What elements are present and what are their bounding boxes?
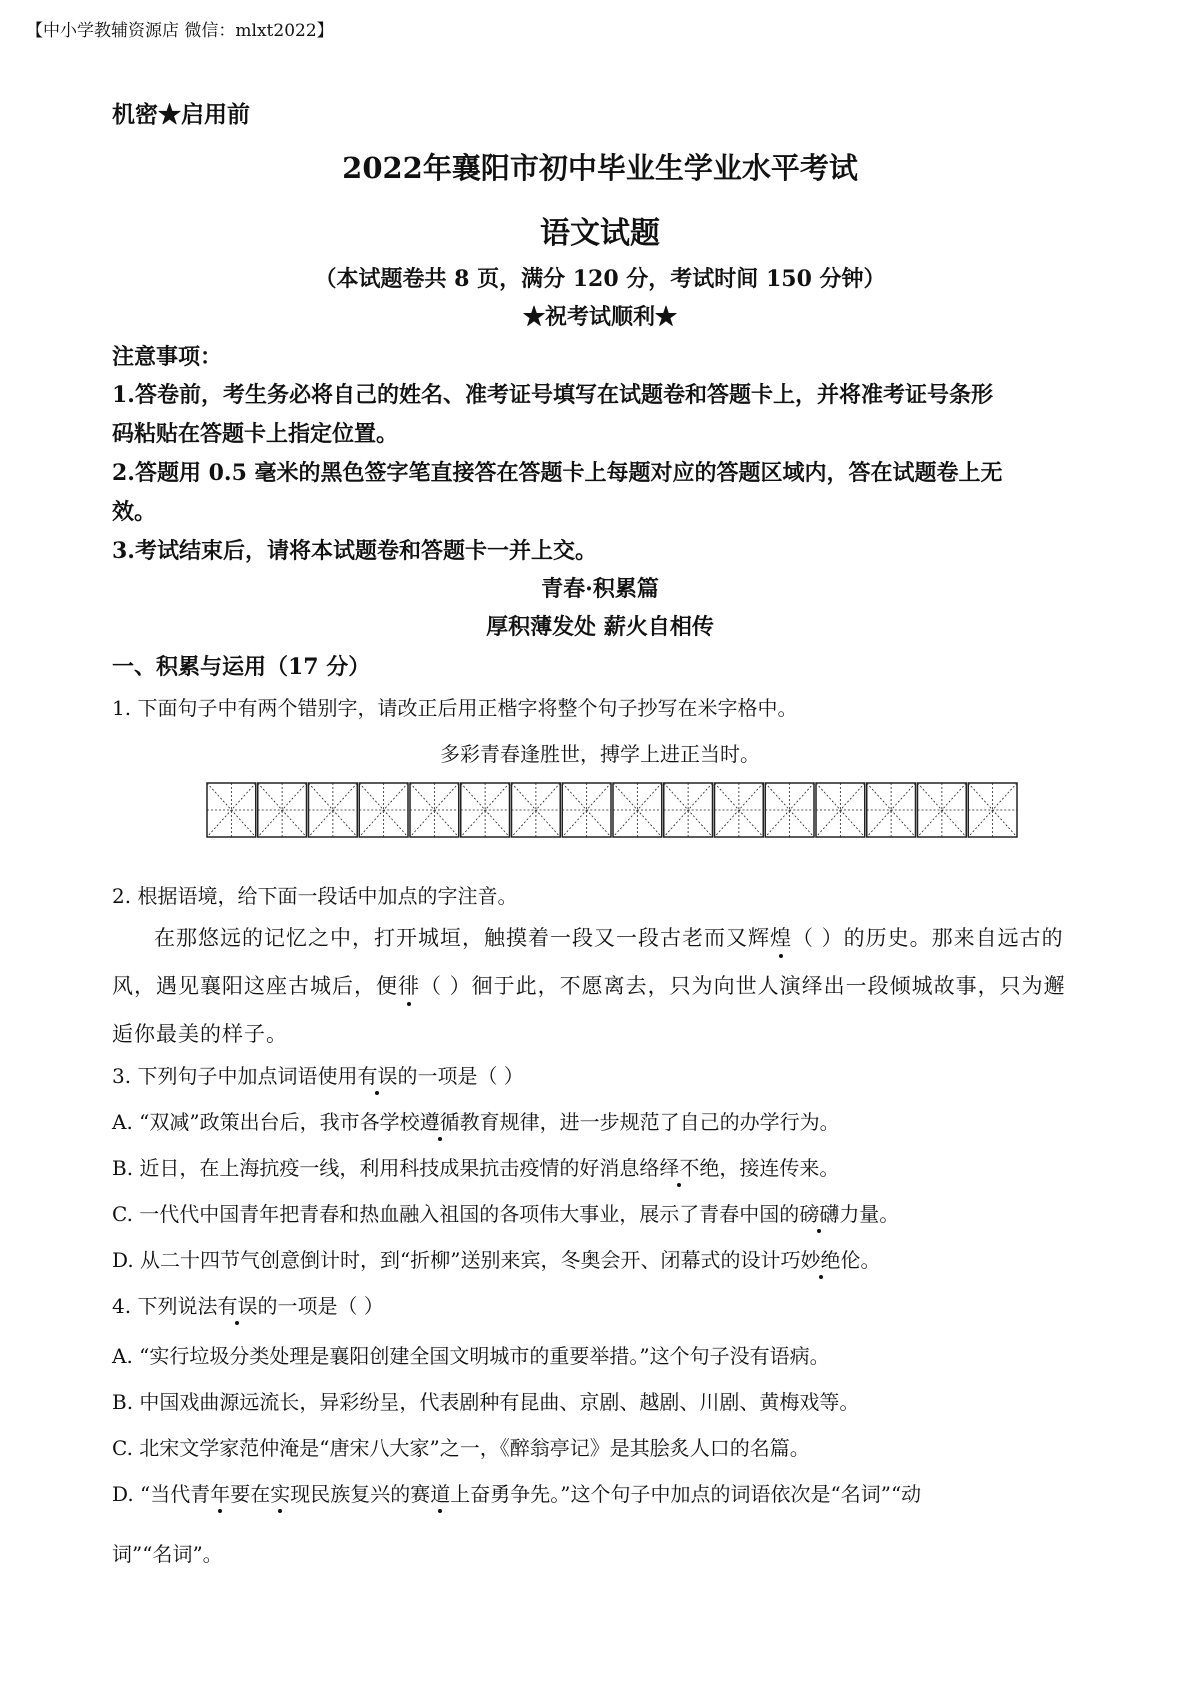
text-span: 力量。	[839, 1202, 900, 1226]
watermark: 【中小学教辅资源店 微信：mlxt2022】	[26, 21, 334, 41]
q1-stem: 1. 下面句子中有两个错别字，请改正后用正楷字将整个句子抄写在米字格中。	[112, 696, 798, 720]
q3-option-c	[112, 1198, 899, 1227]
text-span: 的一项是（ ）	[257, 1294, 384, 1318]
part-one-title: 一、积累与运用（17 分）	[112, 654, 371, 680]
dotted-word: 遵循	[420, 1106, 460, 1135]
text-span: D. “当代青	[112, 1482, 211, 1506]
exam-title: 2022年襄阳市初中毕业生学业水平考试	[342, 151, 858, 185]
mi-zi-grid	[206, 782, 1018, 838]
subject-title: 语文试题	[540, 216, 660, 251]
section-title: 青春·积累篇	[541, 576, 659, 602]
dotted-char: 年	[210, 1478, 230, 1507]
text-span: 现民族复兴的赛	[290, 1482, 431, 1506]
blessing: ★祝考试顺利★	[522, 304, 677, 330]
dotted-word: 络绎不绝	[639, 1152, 719, 1181]
notice-heading: 注意事项：	[112, 344, 223, 370]
notice-line: 码粘贴在答题卡上指定位置。	[112, 421, 399, 447]
q3-option-a	[112, 1106, 840, 1135]
text-span: 3. 下列句子中加点词语使用	[112, 1064, 358, 1088]
q3-stem	[112, 1060, 524, 1089]
q4-option-b: B. 中国戏曲源远流长，异彩纷呈，代表剧种有昆曲、京剧、越剧、川剧、黄梅戏等。	[112, 1390, 860, 1414]
q2-passage-line	[154, 922, 1064, 952]
text-span: （ ）的历史。那来自远古的	[792, 926, 1064, 950]
text-span: （ ）徊于此，不愿离去，只为向世人演绎出一段倾城故事，只为邂	[420, 974, 1066, 998]
text-span: B. 近日，在上海抗疫一线，利用科技成果抗击疫情的好消息	[112, 1156, 640, 1180]
q4-option-a: A. “实行垃圾分类处理是襄阳创建全国文明城市的重要举措。”这个句子没有语病。	[112, 1344, 830, 1368]
text-span: 教育规律，进一步规范了自己的办学行为。	[459, 1110, 840, 1134]
dotted-char: 徘	[398, 970, 420, 1000]
dotted-word: 磅礴	[799, 1198, 839, 1227]
dotted-char: 实	[270, 1478, 290, 1507]
dotted-char: 道	[430, 1478, 450, 1507]
dotted-word: 有误	[217, 1290, 257, 1319]
q4-stem	[112, 1290, 384, 1319]
text-span: 的一项是（ ）	[397, 1064, 524, 1088]
section-subtitle: 厚积薄发处 薪火自相传	[486, 614, 714, 640]
exam-info: （本试题卷共 8 页，满分 120 分，考试时间 150 分钟）	[314, 266, 886, 292]
q2-passage-line: 逅你最美的样子。	[112, 1022, 288, 1046]
text-span: ，接连传来。	[719, 1156, 840, 1180]
dotted-char: 煌	[770, 922, 792, 952]
text-span: 风，遇见襄阳这座古城后，便	[112, 974, 398, 998]
notice-line: 3.考试结束后，请将本试题卷和答题卡一并上交。	[112, 538, 597, 564]
q2-stem: 2. 根据语境，给下面一段话中加点的字注音。	[112, 884, 518, 908]
q3-option-d	[112, 1244, 881, 1273]
secret-label: 机密★启用前	[112, 101, 250, 128]
text-span: C. 一代代中国青年把青春和热血融入祖国的各项伟大事业，展示了青春中国的	[112, 1202, 800, 1226]
notice-line: 效。	[112, 499, 157, 525]
text-span: 。	[860, 1248, 881, 1272]
notice-line: 1.答卷前，考生务必将自己的姓名、准考证号填写在试题卷和答题卡上，并将准考证号条形	[112, 382, 993, 408]
q4-option-d	[112, 1478, 921, 1507]
dotted-word: 有误	[357, 1060, 397, 1089]
dotted-word: 巧妙绝伦	[781, 1244, 861, 1273]
q1-sentence: 多彩青春逢胜世，搏学上进正当时。	[440, 742, 760, 766]
text-span: 要在	[230, 1482, 271, 1506]
q4-option-d-cont: 词”“名词”。	[112, 1542, 223, 1566]
text-span: D. 从二十四节气创意倒计时，到“折柳”送别来宾，冬奥会开、闭幕式的设计	[112, 1248, 781, 1272]
text-span: 4. 下列说法	[112, 1294, 218, 1318]
q4-option-c: C. 北宋文学家范仲淹是“唐宋八大家”之一，《醉翁亭记》是其脍炙人口的名篇。	[112, 1436, 810, 1460]
q3-option-b	[112, 1152, 839, 1181]
notice-line: 2.答题用 0.5 毫米的黑色签字笔直接答在答题卡上每题对应的答题区域内，答在试题卷上无	[112, 460, 1003, 486]
text-span: 上奋勇争先。”这个句子中加点的词语依次是“名词”“动	[450, 1482, 922, 1506]
text-span: 在那悠远的记忆之中，打开城垣，触摸着一段又一段古老而又辉	[154, 926, 770, 950]
text-span: A. “双减”政策出台后，我市各学校	[112, 1110, 420, 1134]
q2-passage-line	[112, 970, 1066, 1000]
